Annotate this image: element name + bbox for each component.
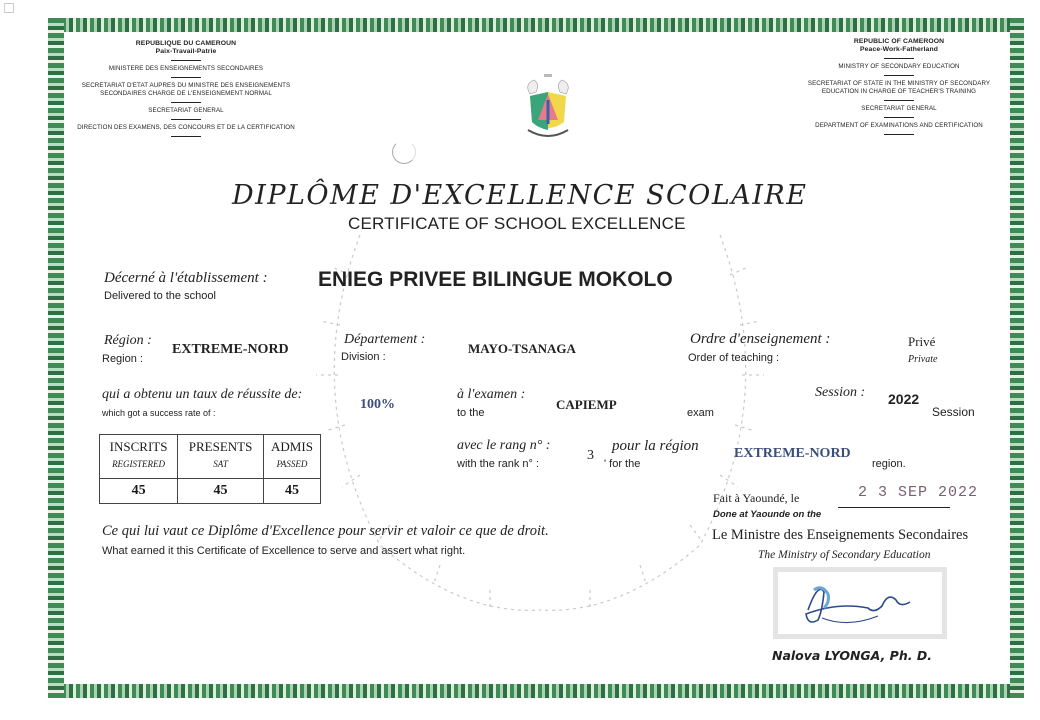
exam-suffix-en: exam <box>687 407 714 419</box>
division-label-fr: Département : <box>344 332 426 347</box>
session-label-fr: Session : <box>815 385 866 400</box>
signatory-name: Nalova LYONGA, Ph. D. <box>772 648 932 663</box>
ministry-fr: MINISTERE DES ENSEIGNEMENTS SECONDAIRES <box>108 65 264 72</box>
rank-region-value: EXTREME-NORD <box>734 446 851 461</box>
exam-name: CAPIEMP <box>556 397 617 412</box>
divider <box>884 100 914 101</box>
region-label-fr: Région : <box>104 333 152 348</box>
motto-fr: Paix-Travail-Patrie <box>155 48 217 55</box>
department-en: DEPARTMENT OF EXAMINATIONS AND CERTIFICATION <box>815 122 983 129</box>
ministry-en: MINISTRY OF SECONDARY EDUCATION <box>838 63 960 70</box>
region-label-en: Region : <box>102 353 143 365</box>
order-value-fr: Privé <box>908 334 936 349</box>
place-label-en: Done at Yaounde on the <box>713 509 822 520</box>
country-name-fr: REPUBLIQUE DU CAMEROUN <box>135 40 237 47</box>
certificate-title-fr: DIPLÔME D'EXCELLENCE SCOLAIRE <box>232 180 808 211</box>
rank-label-fr: avec le rang n° : <box>457 438 551 453</box>
success-label-en: which got a success rate of : <box>102 408 216 418</box>
divider <box>884 134 914 135</box>
header-right-en <box>790 38 1008 139</box>
divider <box>171 136 201 137</box>
stamp-mark <box>392 140 416 164</box>
place-label-fr: Fait à Yaoundé, le <box>713 491 800 505</box>
divider <box>884 58 914 59</box>
header-left-fr <box>62 40 310 141</box>
direction-fr: DIRECTION DES EXAMENS, DES CONCOURS ET DE LA CERTIFICATION <box>77 124 295 131</box>
divider <box>171 119 201 120</box>
scan-watermark <box>2 0 16 140</box>
division-value: MAYO-TSANAGA <box>468 341 576 356</box>
school-name: ENIEG PRIVEE BILINGUE MOKOLO <box>318 268 673 291</box>
issue-date-stamp: 2 3 SEP 2022 <box>858 484 979 501</box>
table-row <box>100 478 321 503</box>
coat-of-arms-icon <box>516 70 580 144</box>
header-passed: ADMIS PASSED <box>263 435 320 479</box>
order-label-fr: Ordre d'enseignement : <box>690 331 831 347</box>
rank-label-en: with the rank n° : <box>457 458 540 470</box>
region-suffix-en: region. <box>872 458 906 470</box>
minister-title-en: The Ministry of Secondary Education <box>758 549 931 561</box>
order-label-en: Order of teaching : <box>688 352 780 364</box>
minister-title-fr: Le Ministre des Enseignements Secondaires <box>712 527 969 543</box>
divider <box>171 77 201 78</box>
divider <box>171 60 201 61</box>
divider <box>884 117 914 118</box>
table-header-row <box>100 435 321 479</box>
for-region-label-fr: pour la région <box>612 438 699 454</box>
for-region-label-en: ' for the <box>604 458 641 470</box>
date-underline <box>838 507 950 508</box>
school-label-fr: Décerné à l'établissement : <box>104 270 268 286</box>
region-value: EXTREME-NORD <box>172 342 289 357</box>
sat-count: 45 <box>178 478 264 503</box>
secretariat-general-fr: SECRETARIAT GENERAL <box>148 107 224 114</box>
divider <box>171 102 201 103</box>
closing-statement-fr: Ce qui lui vaut ce Diplôme d'Excellence pour servir et valoir ce que de droit. <box>102 523 549 539</box>
secretariat-state-en-2: EDUCATION IN CHARGE OF TEACHER'S TRAINING <box>821 88 977 95</box>
signature-icon <box>778 572 942 634</box>
success-rate-value: 100% <box>360 397 395 412</box>
candidates-stats-table <box>99 434 321 504</box>
registered-count: 45 <box>100 478 178 503</box>
session-year: 2022 <box>888 391 920 407</box>
secretariat-state-fr-1: SECRETARIAT D'ETAT AUPRES DU MINISTRE DES ENSEIGNEMENTS <box>81 82 291 89</box>
border-right <box>1010 18 1024 698</box>
passed-count: 45 <box>263 478 320 503</box>
secretariat-general-en: SECRETARIAT GENERAL <box>861 105 937 112</box>
certificate-title-en: CERTIFICATE OF SCHOOL EXCELLENCE <box>348 214 686 233</box>
country-name-en: REPUBLIC OF CAMEROON <box>853 38 945 45</box>
closing-statement-en: What earned it this Certificate of Excellence to serve and assert what right. <box>102 545 466 557</box>
motto-en: Peace-Work-Fatherland <box>860 46 938 53</box>
signature-box <box>773 567 947 639</box>
divider <box>884 75 914 76</box>
exam-label-en: to the <box>457 407 485 419</box>
rank-value: 3 <box>587 448 594 463</box>
secretariat-state-en-1: SECRETARIAT OF STATE IN THE MINISTRY OF SECONDARY <box>807 80 991 87</box>
order-value-en: Private <box>908 354 938 365</box>
division-label-en: Division : <box>341 351 386 363</box>
header-registered: INSCRITS REGISTERED <box>100 435 178 479</box>
session-label-en: Session <box>932 405 975 419</box>
school-label-en: Delivered to the school <box>104 290 216 302</box>
header-sat: PRESENTS SAT <box>178 435 264 479</box>
success-label-fr: qui a obtenu un taux de réussite de: <box>102 387 303 402</box>
exam-label-fr: à l'examen : <box>457 387 526 402</box>
secretariat-state-fr-2: SECONDAIRES CHARGE DE L'ENSEIGNEMENT NORMAL <box>100 90 272 97</box>
